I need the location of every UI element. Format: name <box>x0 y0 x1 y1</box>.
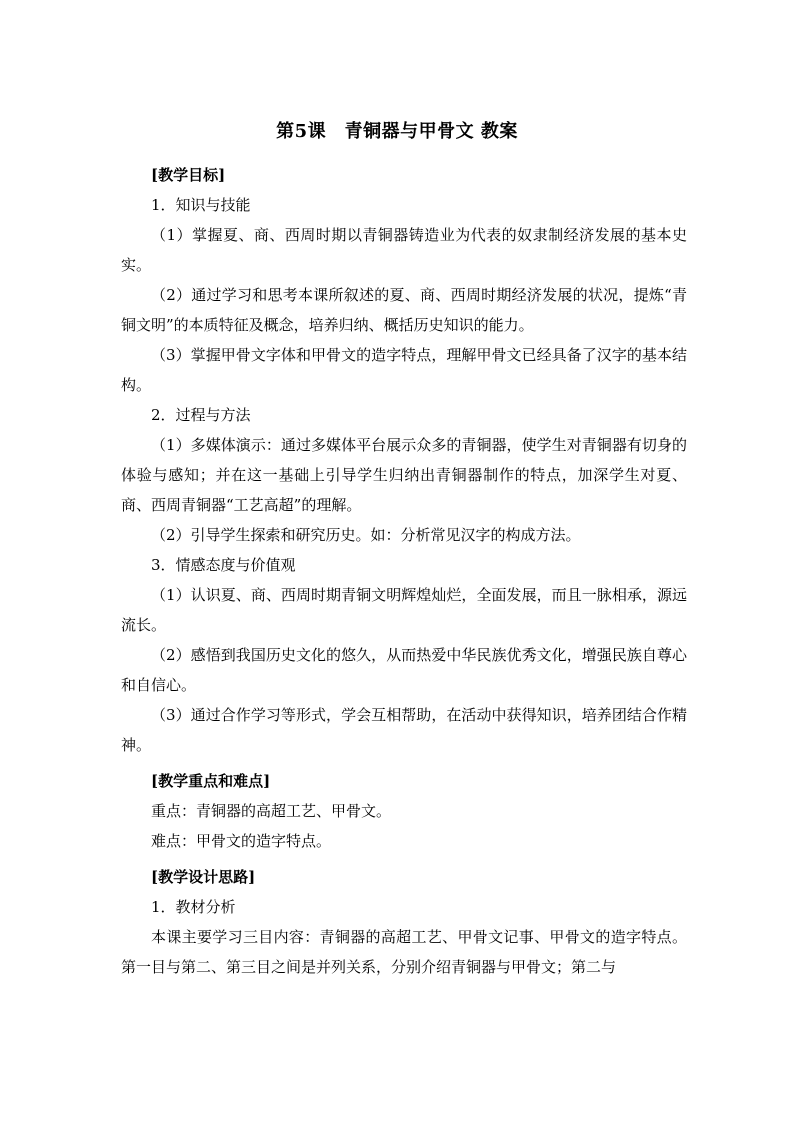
section-heading-design: [教学设计思路] <box>151 868 256 886</box>
paragraph: （2）通过学习和思考本课所叙述的夏、商、西周时期经济发展的状况，提炼“青铜文明”的本质特征及概念，培养归纳、概括历史知识的能力。 <box>121 286 687 334</box>
paragraph: 本课主要学习三目内容：青铜器的高超工艺、甲骨文记事、甲骨文的造字特点。第一目与第二、第三目之间是并列关系，分别介绍青铜器与甲骨文；第二与 <box>121 928 687 976</box>
paragraph: （1）掌握夏、商、西周时期以青铜器铸造业为代表的奴隶制经济发展的基本史实。 <box>121 226 687 274</box>
subsection-title-values: 3．情感态度与价值观 <box>151 556 296 574</box>
paragraph: （2）感悟到我国历史文化的悠久，从而热爱中华民族优秀文化，增强民族自尊心和自信心。 <box>121 646 687 694</box>
paragraph: （3）通过合作学习等形式，学会互相帮助，在活动中获得知识，培养团结合作精神。 <box>121 706 687 754</box>
section-heading-objectives: [教学目标] <box>151 166 226 184</box>
document-body <box>121 160 687 982</box>
subsection-title-knowledge: 1．知识与技能 <box>151 196 251 214</box>
paragraph: （2）引导学生探索和研究历史。如：分析常见汉字的构成方法。 <box>151 526 581 544</box>
difficult-point: 难点：甲骨文的造字特点。 <box>151 832 332 850</box>
paragraph: （3）掌握甲骨文字体和甲骨文的造字特点，理解甲骨文已经具备了汉字的基本结构。 <box>121 346 687 394</box>
section-heading-keypoints: [教学重点和难点] <box>151 772 271 790</box>
key-point: 重点：青铜器的高超工艺、甲骨文。 <box>151 802 392 820</box>
document-title: 第5课 青铜器与甲骨文 教案 <box>276 121 518 142</box>
paragraph: （1）认识夏、商、西周时期青铜文明辉煌灿烂，全面发展，而且一脉相承，源远流长。 <box>121 586 687 634</box>
subsection-title-analysis: 1．教材分析 <box>151 898 236 916</box>
subsection-title-process: 2．过程与方法 <box>151 406 251 424</box>
paragraph: （1）多媒体演示：通过多媒体平台展示众多的青铜器，使学生对青铜器有切身的体验与感知；并在这一基础上引导学生归纳出青铜器制作的特点，加深学生对夏、商、西周青铜器“工艺高超”的理解。 <box>121 436 687 514</box>
